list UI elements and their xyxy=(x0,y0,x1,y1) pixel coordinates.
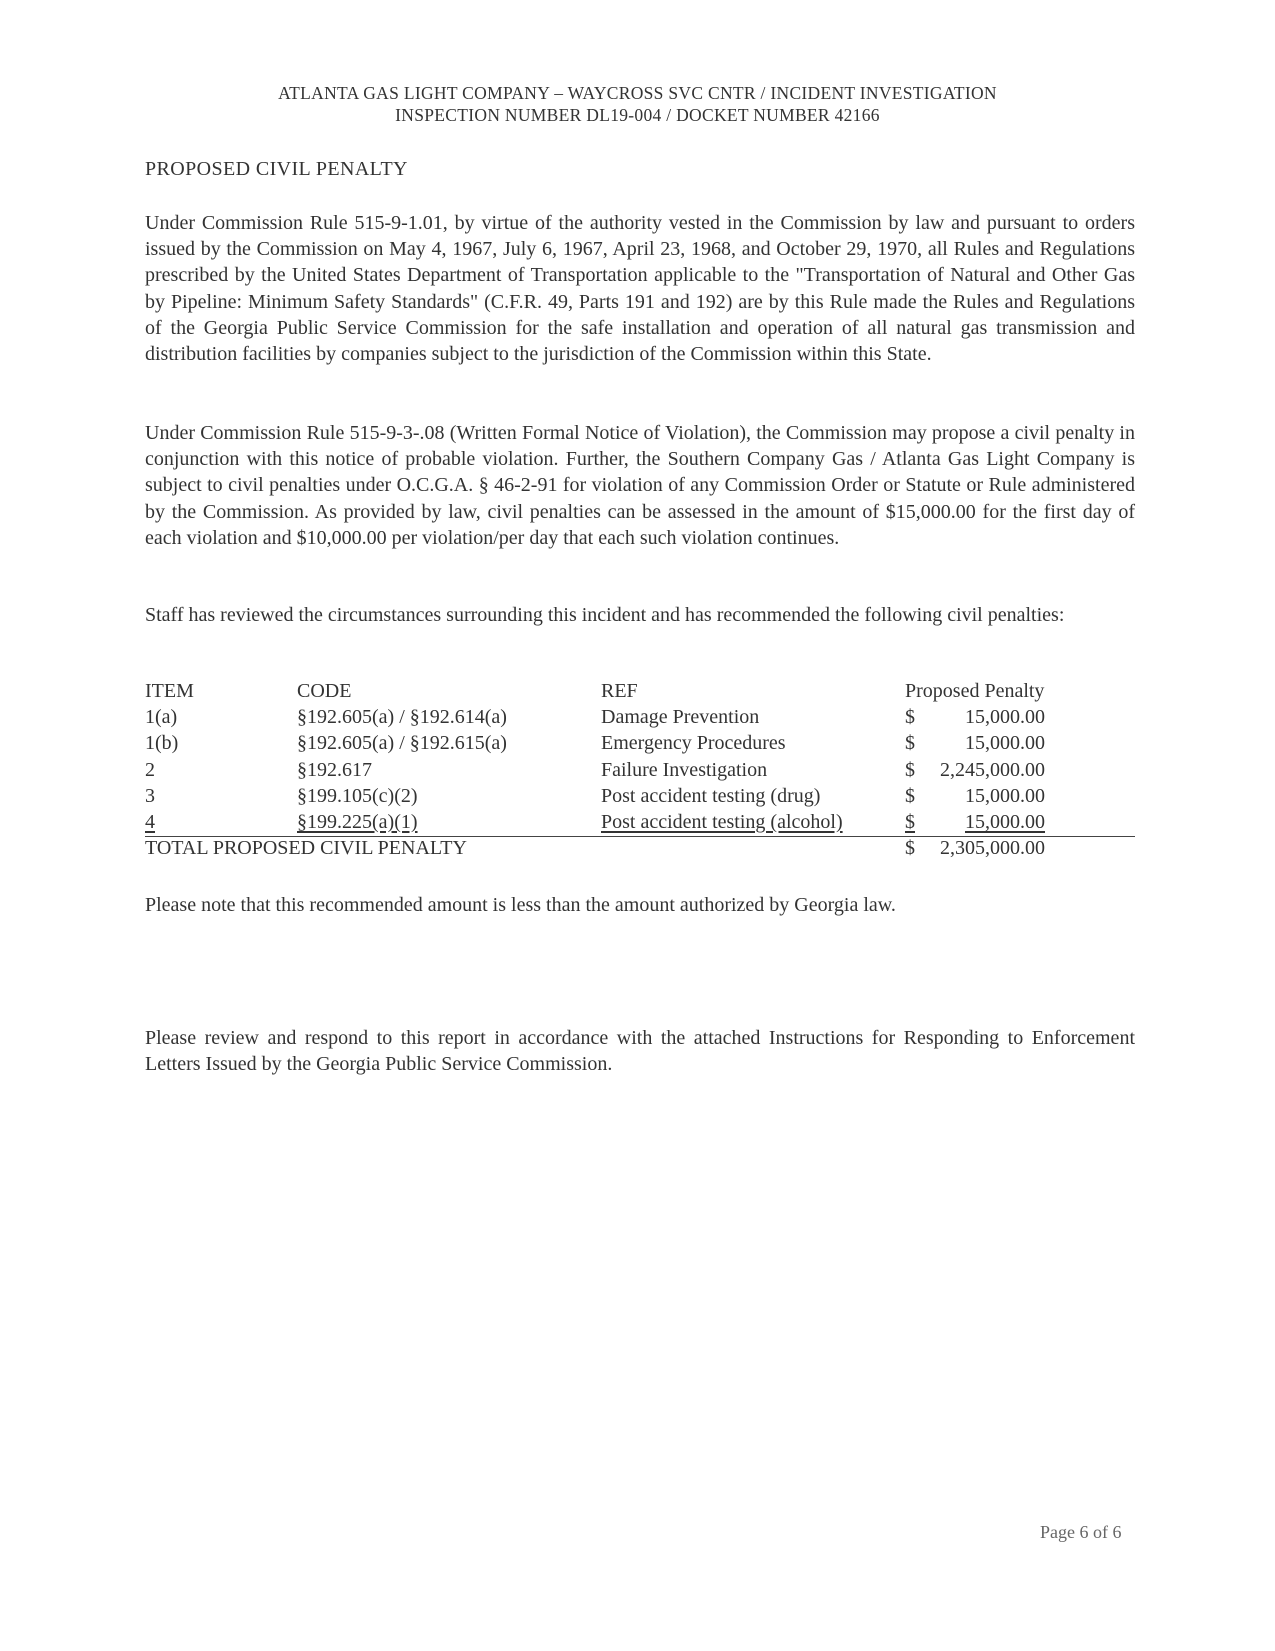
header-line-2: INSPECTION NUMBER DL19-004 / DOCKET NUMBER 42166 xyxy=(395,105,880,125)
row-code: §192.605(a) / §192.615(a) xyxy=(297,732,507,755)
paragraph-note: Please note that this recommended amount is less than the amount authorized by Georgia law. xyxy=(145,894,896,916)
table-row xyxy=(145,759,1135,785)
row-ref: Damage Prevention xyxy=(601,706,760,729)
paragraph-staff-review: Staff has reviewed the circumstances surrounding this incident and has recommended the following civil penalties: xyxy=(145,604,1065,626)
row-item: 1(b) xyxy=(145,732,179,755)
row-amount: 15,000.00 xyxy=(965,784,1045,807)
row-code: §199.225(a)(1) xyxy=(297,810,418,833)
row-code: §192.617 xyxy=(297,758,372,781)
row-amount: 2,245,000.00 xyxy=(940,758,1045,781)
total-currency: $ xyxy=(905,837,915,860)
row-item: 1(a) xyxy=(145,706,178,729)
row-amount: 15,000.00 xyxy=(965,732,1045,755)
row-ref: Post accident testing (drug) xyxy=(601,784,821,807)
row-amount: 15,000.00 xyxy=(965,810,1045,833)
header-ref: REF xyxy=(601,680,638,702)
header-line-1: ATLANTA GAS LIGHT COMPANY – WAYCROSS SVC CNTR / INCIDENT INVESTIGATION xyxy=(278,83,997,103)
header-penalty: Proposed Penalty xyxy=(905,680,1045,702)
table-row xyxy=(145,811,1135,837)
document-header xyxy=(0,82,1275,126)
page-number: Page 6 of 6 xyxy=(1040,1522,1122,1542)
row-code: §199.105(c)(2) xyxy=(297,784,418,807)
row-currency: $ xyxy=(905,758,915,781)
row-ref: Failure Investigation xyxy=(601,758,768,781)
total-amount: 2,305,000.00 xyxy=(940,837,1045,860)
paragraph-civil-penalty-rule: Under Commission Rule 515-9-3-.08 (Written Formal Notice of Violation), the Commission may propose a civil penalty in conjunction with this notice of probable violation. Further, the Southern Company Gas / Atlanta Gas Light Company is subject to civil penalties under O.C.G.A. § 46-2-91 for violation of any Commission Order or Statute or Rule administered by the Commission. As provided by law, civil penalties can be assessed in the amount of $15,000.00 for the first day of each violation and $10,000.00 per violation/per day that each such violation continues. xyxy=(145,422,1135,549)
row-currency: $ xyxy=(905,732,915,755)
row-ref: Emergency Procedures xyxy=(601,732,786,755)
row-currency: $ xyxy=(905,706,915,729)
header-code: CODE xyxy=(297,680,352,702)
row-currency: $ xyxy=(905,810,915,833)
penalty-table xyxy=(145,680,1135,863)
table-row xyxy=(145,706,1135,732)
row-code: §192.605(a) / §192.614(a) xyxy=(297,706,507,729)
row-ref: Post accident testing (alcohol) xyxy=(601,810,843,833)
table-header-row xyxy=(145,680,1135,706)
row-currency: $ xyxy=(905,784,915,807)
row-item: 3 xyxy=(145,784,155,807)
row-item: 4 xyxy=(145,810,155,833)
table-row xyxy=(145,732,1135,758)
paragraph-review-instructions: Please review and respond to this report in accordance with the attached Instructions for Responding to Enforcement Letters Issued by the Georgia Public Service Commission. xyxy=(145,1027,1135,1076)
total-label: TOTAL PROPOSED CIVIL PENALTY xyxy=(145,837,467,860)
table-row xyxy=(145,785,1135,811)
header-item: ITEM xyxy=(145,680,194,702)
section-title: PROPOSED CIVIL PENALTY xyxy=(145,158,408,180)
paragraph-authority: Under Commission Rule 515-9-1.01, by virtue of the authority vested in the Commission by law and pursuant to orders issued by the Commission on May 4, 1967, July 6, 1967, April 23, 1968, and October 29, 1970, all Rules and Regulations prescribed by the United States Department of Transportation applicable to the "Transportation of Natural and Other Gas by Pipeline: Minimum Safety Standards" (C.F.R. 49, Parts 191 and 192) are by this Rule made the Rules and Regulations of the Georgia Public Service Commission for the safe installation and operation of all natural gas transmission and distribution facilities by companies subject to the jurisdiction of the Commission within this State. xyxy=(145,212,1135,366)
row-item: 2 xyxy=(145,758,155,781)
table-total-row xyxy=(145,837,1135,863)
row-amount: 15,000.00 xyxy=(965,706,1045,729)
